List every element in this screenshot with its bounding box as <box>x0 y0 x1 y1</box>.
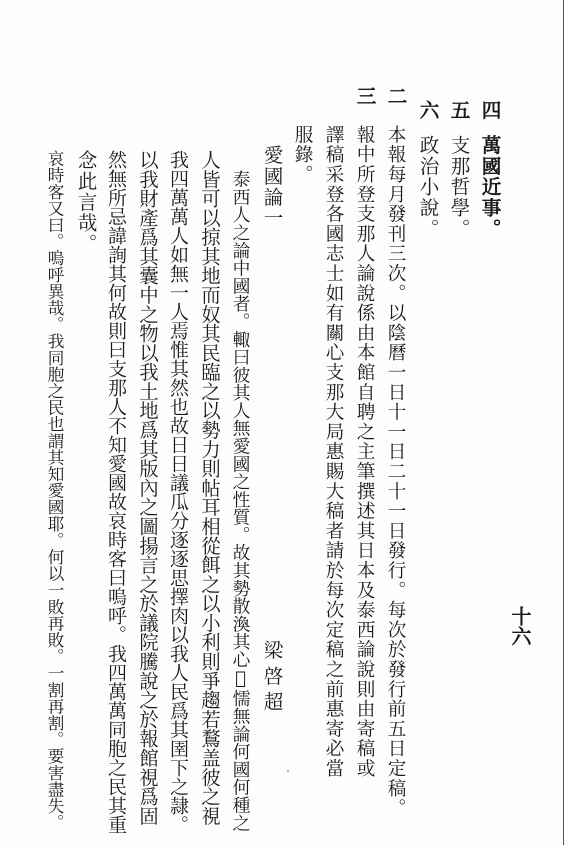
toc-item-4 <box>478 100 500 239</box>
article-line-2: 人皆可以掠其地而奴其民臨之以勢力則帖耳相從餌之以小利則爭趨若鶩盖彼之視 <box>198 150 221 826</box>
page-speck <box>287 770 289 772</box>
article-line-6: 念此言哉。 <box>74 150 97 254</box>
toc-item-6-num: 六 <box>416 100 439 121</box>
toc-item-6-text: 政治小說。 <box>416 134 439 239</box>
article-author: 梁啓超 <box>260 640 283 717</box>
article-line-3: 我四萬萬人如無一人焉惟其然也故日日議瓜分逐逐思擇肉以我人民爲其圉下之隷。 <box>167 150 189 834</box>
page-number: 十六 <box>508 606 532 646</box>
toc-item-5 <box>447 100 469 239</box>
toc-item-4-num: 四 <box>478 100 501 121</box>
article-line-7: 哀時客又曰。嗚呼異哉。我同胞之民也謂其知愛國耶。何以一敗再敗。一割再割。要害盡失。 <box>45 150 64 831</box>
toc-item-6 <box>416 100 438 239</box>
article-line-5: 然無所忌諱詢其何故則曰支那人不知愛國故哀時客曰嗚呼。我四萬萬同胞之民其重 <box>105 150 127 834</box>
note-2-num: 二 <box>384 86 407 106</box>
toc-item-5-text: 支那哲學。 <box>447 134 470 239</box>
article-line-1: 泰西人之論中國者。輙曰彼其人無愛國之性質。故其勢散渙其心𢙣懦無論何國何種之 <box>230 170 251 832</box>
article-title: 愛國論一 <box>260 145 283 229</box>
note-2-text: 本報每月發刊三次。以陰曆一日十一日二十一日發行。每次於發行前五日定稿。 <box>385 125 406 818</box>
note-3-text-end: 服錄。 <box>292 125 313 185</box>
note-3-text-cont: 譯稿采登各國志士如有關心支那大局惠賜大稿者請於每次定稿之前惠寄必當 <box>323 125 344 779</box>
note-3-text: 報中所登支那人論說係由本館自聘之主筆撰述其日本及泰西論說則由寄稿或 <box>354 125 375 779</box>
page-edge-line <box>563 0 564 845</box>
toc-item-4-text: 萬國近事。 <box>478 134 501 239</box>
note-3-num: 三 <box>353 86 376 106</box>
toc-item-5-num: 五 <box>447 100 470 121</box>
article-line-4: 以我財產爲其囊中之物以我土地爲其版內之圖揚言之於議院騰說之於報館視爲固 <box>136 150 159 826</box>
